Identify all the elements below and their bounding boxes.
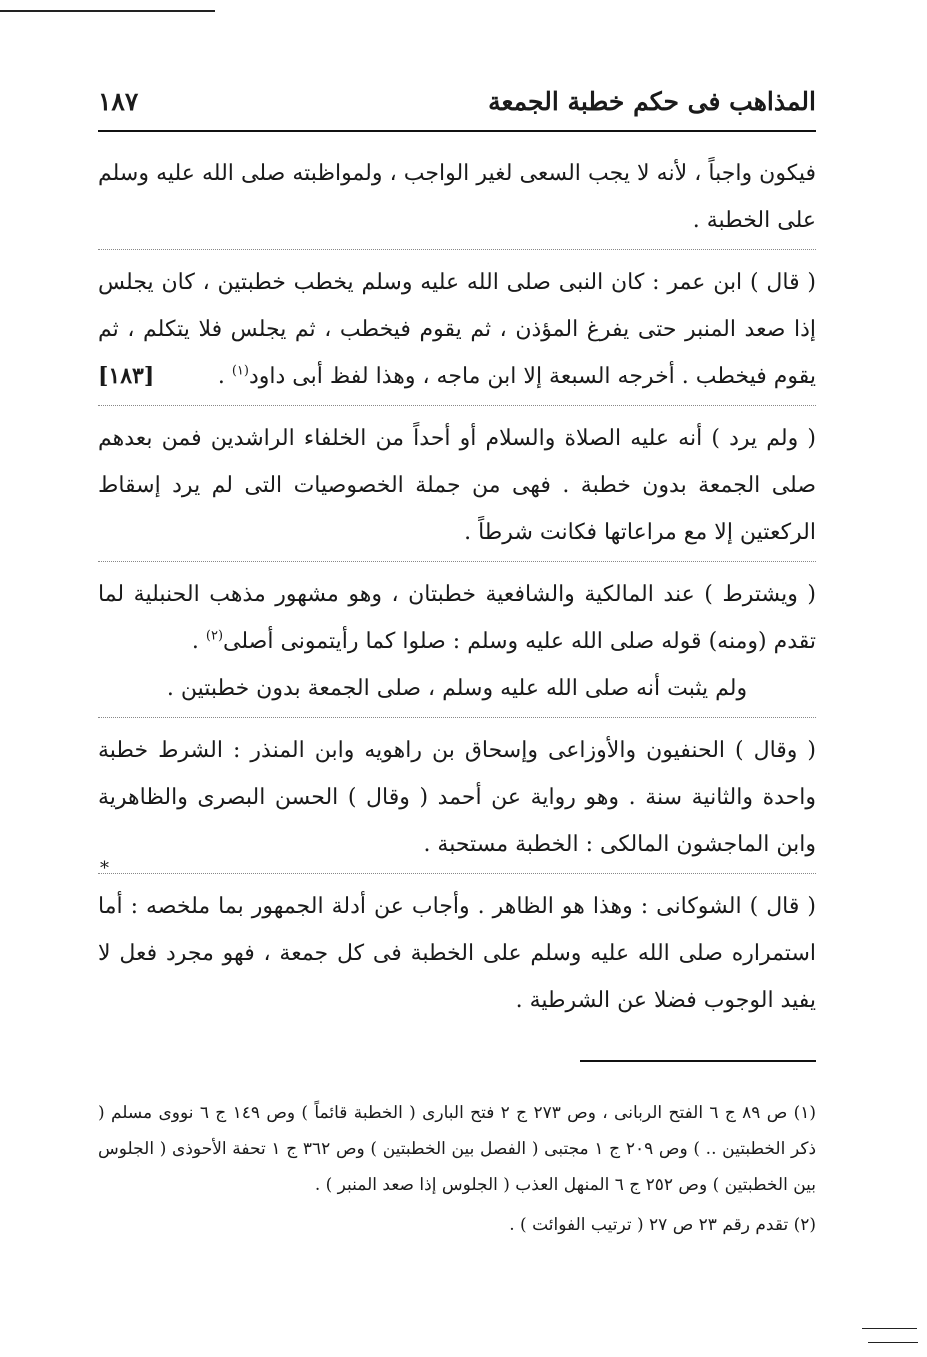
paragraph-3: ( ولم يرد ) أنه عليه الصلاة والسلام أو أحداً من الخلفاء الراشدين فمن بعدهم صلى الجمعة بدون خطبة . فهى من جملة الخصوصيات التى لم يرد إسقاط الركعتين إلا مع مراعاتها فكانت شرطاً . bbox=[98, 426, 816, 545]
running-title: المذاهب فى حكم خطبة الجمعة bbox=[488, 87, 816, 116]
scan-edge-line-bottom bbox=[868, 1342, 918, 1343]
paragraph-separator bbox=[98, 561, 816, 563]
paragraph-2-text: ( قال ) ابن عمر : كان النبى صلى الله عليه وسلم يخطب خطبتين ، كان يجلس إذا صعد المنبر حتى يفرغ المؤذن ، ثم يقوم فيخطب ، ثم يجلس فلا يتكلم ، ثم يقوم فيخطب . أخرجه السبعة إلا ابن ماجه ، وهذا لفظ أبى داود bbox=[98, 270, 816, 389]
paragraph-6: ( وقال ) الحنفيون والأوزاعى وإسحاق بن راهويه وابن المنذر : الشرط خطبة واحدة والثانية سنة . وهو رواية عن أحمد ( وقال ) الحسن البصرى والظاهرية وابن الماجشون المالكى : الخطبة مستحبة . bbox=[98, 738, 816, 857]
footnote-1: (١) ص ٨٩ ج ٦ الفتح الربانى ، وص ٢٧٣ ج ٢ فتح البارى ( الخطبة قائماً ) وص ١٤٩ ج ٦ نووى مسلم ( ذكر الخطبتين .. ) وص ٢٠٩ ج ١ مجتبى ( الفصل بين الخطبتين ) وص ٣٦٢ ج ١ تحفة الأحوذى ( الجلوس بين الخطبتين ) وص ٢٥٢ ج ٦ المنهل العذب ( الجلوس إذا صعد المنبر ) . bbox=[98, 1103, 817, 1195]
paragraph-4-text: ( ويشترط ) عند المالكية والشافعية خطبتان ، وهو مشهور مذهب الحنبلية لما تقدم (ومنه) قوله صلى الله عليه وسلم : صلوا كما رأيتمونى أصلى bbox=[98, 582, 816, 654]
paragraph-separator bbox=[98, 405, 816, 407]
scan-edge-line-bottom bbox=[862, 1328, 917, 1329]
scan-edge-line-top bbox=[0, 10, 215, 12]
margin-star-mark: * bbox=[100, 858, 109, 879]
paragraph-separator bbox=[98, 249, 816, 251]
footnotes bbox=[98, 1095, 816, 1243]
paragraph-separator bbox=[98, 717, 816, 719]
paragraph-5: ولم يثبت أنه صلى الله عليه وسلم ، صلى الجمعة بدون خطبتين . bbox=[166, 676, 748, 701]
paragraph-4-end: . bbox=[191, 629, 206, 654]
footnote-2: (٢) تقدم رقم ٢٣ ص ٢٧ ( ترتيب الفوائت ) . bbox=[509, 1215, 816, 1235]
paragraph-7: ( قال ) الشوكانى : وهذا هو الظاهر . وأجاب عن أدلة الجمهور بما ملخصه : أما استمراره صلى الله عليه وسلم على الخطبة فى كل جمعة ، فهو مجرد فعل لا يفيد الوجوب فضلا عن الشرطية . bbox=[98, 894, 816, 1013]
header-rule bbox=[98, 130, 816, 132]
footnote-rule bbox=[580, 1060, 816, 1062]
paragraph-2 bbox=[98, 259, 816, 400]
footnote-ref-1: (١) bbox=[231, 363, 249, 379]
paragraph-1: فيكون واجباً ، لأنه لا يجب السعى لغير الواجب ، ولمواظبته صلى الله عليه وسلم على الخطبة . bbox=[98, 161, 816, 233]
main-text bbox=[98, 150, 816, 1024]
paragraph-2-end: . bbox=[217, 364, 232, 389]
paragraph-separator bbox=[98, 873, 816, 875]
footnote-ref-2: (٢) bbox=[205, 628, 224, 644]
paragraph-4 bbox=[98, 571, 816, 665]
page-number: ١٨٧ bbox=[98, 87, 139, 116]
hadith-reference-number: [١٨٣] bbox=[98, 363, 155, 389]
page-header bbox=[98, 84, 816, 124]
